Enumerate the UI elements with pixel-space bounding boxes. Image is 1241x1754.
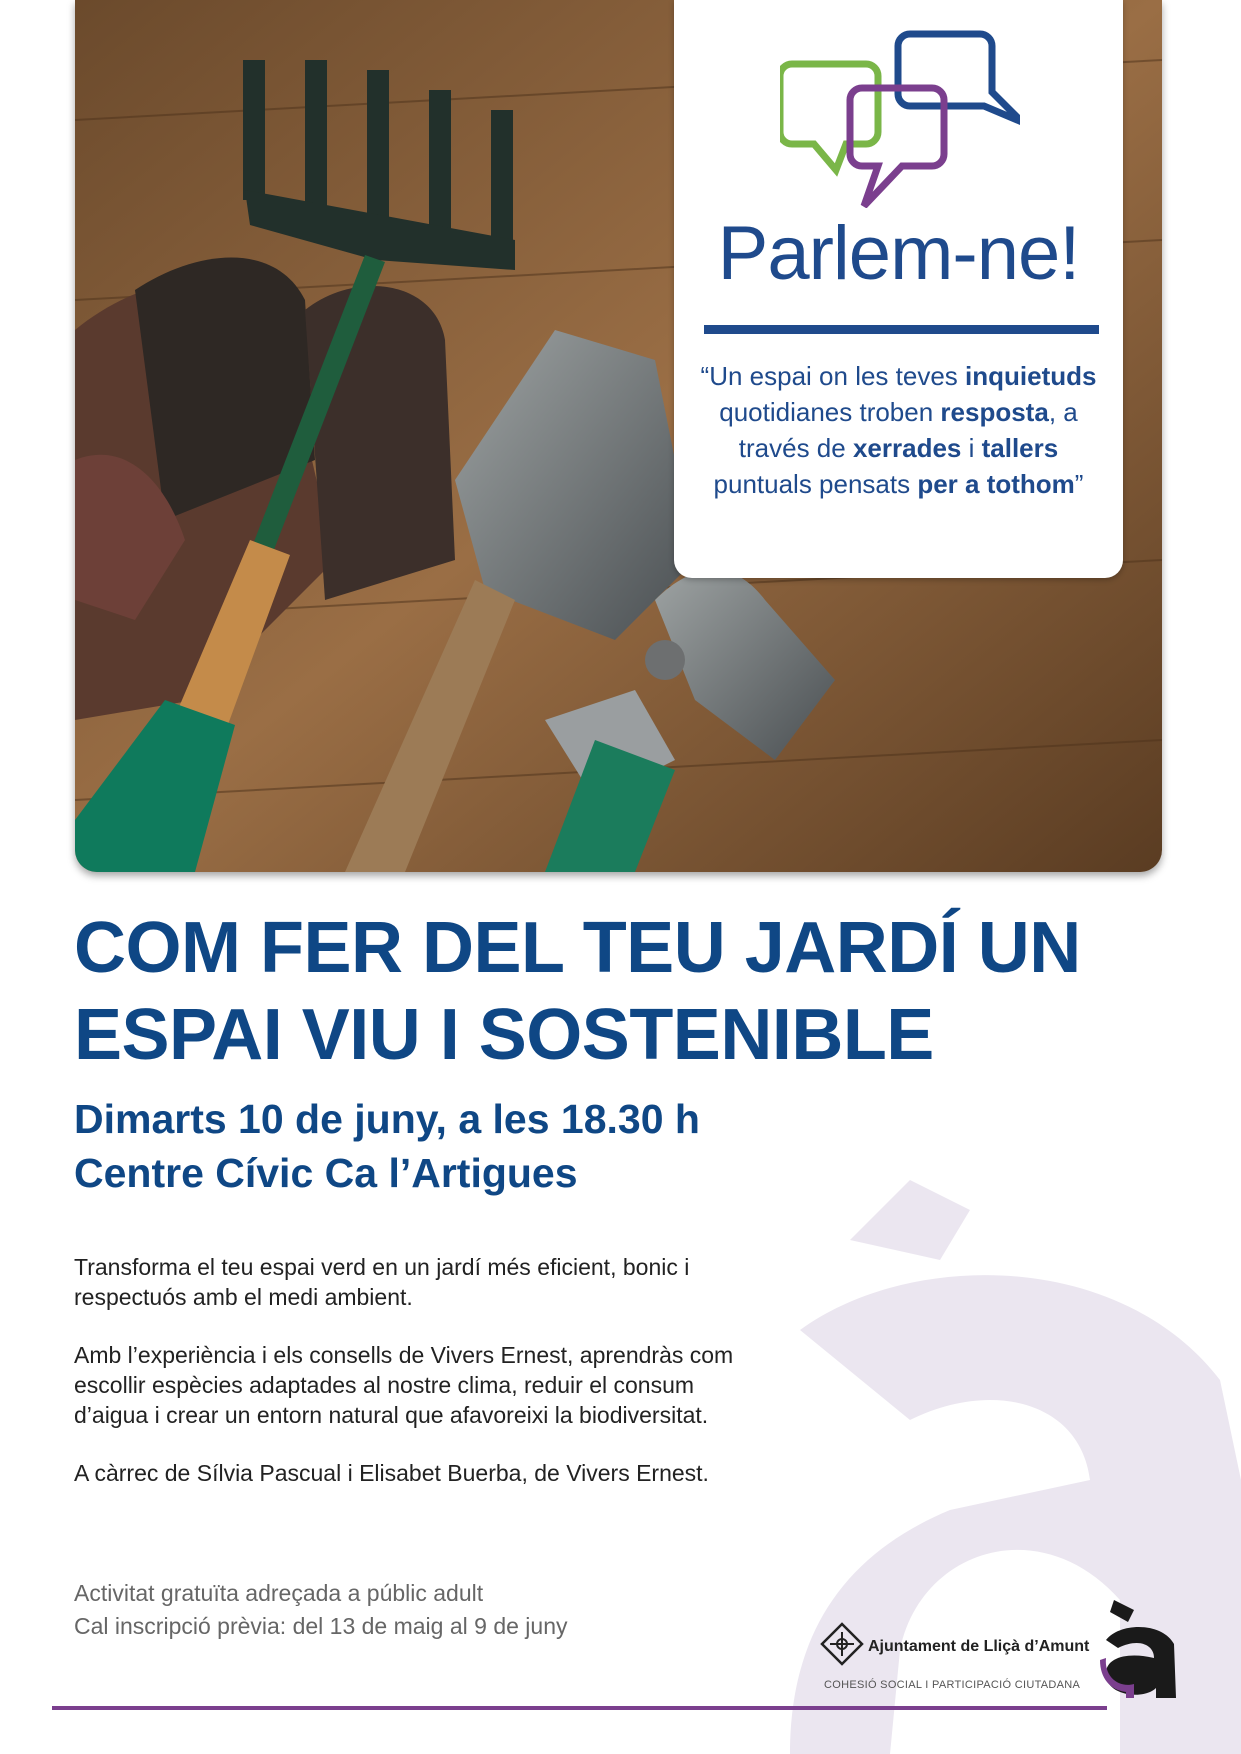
card-quote: [694, 358, 1103, 502]
event-description: [74, 1252, 774, 1516]
description-paragraph-2: Amb l’experiència i els consells de Vivers Ernest, aprendràs com escollir espècies adaptades al nostre clima, reduir el consum d’aigua i crear un entorn natural que afavoreixi la biodiversitat.: [74, 1342, 734, 1428]
event-details: [74, 1092, 974, 1200]
card-divider: [704, 325, 1099, 334]
quote-part-bold: per a tothom: [917, 469, 1075, 499]
description-paragraph-1: Transforma el teu espai verd en un jardí més eficient, bonic i respectuós amb el medi ambient.: [74, 1254, 690, 1310]
card-title: Parlem-ne!: [717, 211, 1080, 296]
quote-part-bold: inquietuds: [965, 361, 1097, 391]
headline-line-2: ESPAI VIU I SOSTENIBLE: [74, 995, 934, 1075]
parlem-ne-card: [674, 0, 1123, 578]
quote-part: , a través de: [738, 397, 1078, 463]
note-free-activity: Activitat gratuïta adreçada a públic adult: [74, 1580, 484, 1606]
note-registration: Cal inscripció prèvia: del 13 de maig al 9 de juny: [74, 1613, 568, 1639]
a-logo-icon: [1100, 1600, 1180, 1700]
speech-bubbles-icon: [780, 28, 1020, 208]
event-date: Dimarts 10 de juny, a les 18.30 h: [74, 1096, 700, 1142]
headline-line-1: COM FER DEL TEU JARDÍ UN: [74, 908, 1081, 988]
description-paragraph-3: A càrrec de Sílvia Pascual i Elisabet Buerba, de Vivers Ernest.: [74, 1460, 709, 1486]
event-headline: [74, 905, 1174, 1079]
quote-part: “Un espai on les teves: [700, 361, 966, 391]
quote-part: quotidianes troben: [719, 397, 941, 427]
quote-part: puntuals pensats: [713, 469, 918, 499]
quote-part-bold: tallers: [981, 433, 1059, 463]
town-department: COHESIÓ SOCIAL I PARTICIPACIÓ CIUTADANA: [824, 1679, 1081, 1691]
coat-of-arms-icon: [820, 1622, 864, 1666]
quote-part: ”: [1074, 469, 1084, 499]
quote-part: i: [961, 433, 982, 463]
event-notes: [74, 1577, 774, 1643]
event-place: Centre Cívic Ca l’Artigues: [74, 1150, 578, 1196]
quote-part-bold: xerrades: [852, 433, 962, 463]
quote-part-bold: resposta: [940, 397, 1049, 427]
town-name: Ajuntament de Lliçà d’Amunt: [868, 1638, 1090, 1655]
footer-divider: [52, 1706, 1107, 1710]
